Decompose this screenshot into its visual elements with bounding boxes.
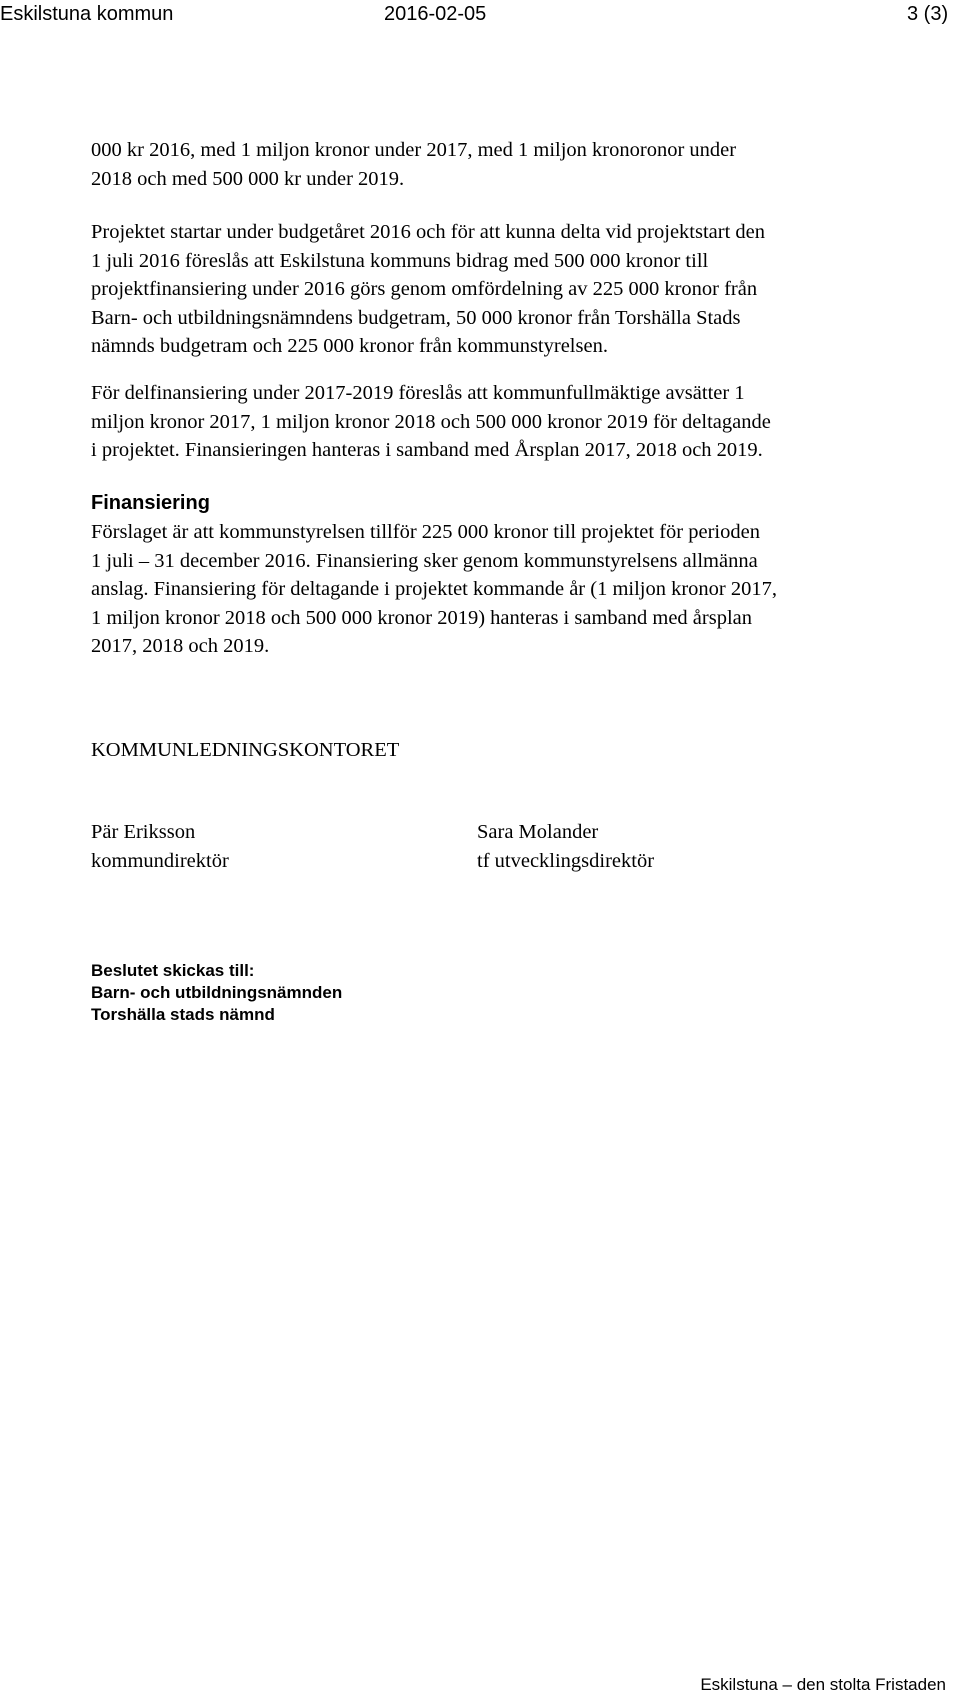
footer-slogan: Eskilstuna – den stolta Fristaden: [700, 1675, 946, 1694]
header-organization: Eskilstuna kommun: [0, 3, 174, 25]
distribution-label: Beslutet skickas till:: [91, 961, 255, 980]
text-line: 000 kr 2016, med 1 miljon kronor under 2017, med 1 miljon kronoronor under: [91, 139, 737, 161]
text-line: anslag. Finansiering för deltagande i projektet kommande år (1 miljon kronor 2017,: [91, 578, 778, 600]
distribution-recipient: Barn- och utbildningsnämnden: [91, 983, 343, 1002]
text-line: 1 juli – 31 december 2016. Finansiering sker genom kommunstyrelsens allmänna: [91, 549, 758, 572]
text-line: nämnds budgetram och 225 000 kronor från kommunstyrelsen.: [91, 335, 608, 357]
office-name: KOMMUNLEDNINGSKONTORET: [91, 739, 400, 761]
text-line: För delfinansiering under 2017-2019 föreslås att kommunfullmäktige avsätter 1: [91, 382, 745, 404]
signatory-name: Pär Eriksson: [91, 821, 196, 843]
signatory-1: [91, 818, 229, 875]
distribution-list: [91, 960, 342, 1026]
signatory-2: [477, 818, 654, 875]
distribution-recipient: Torshälla stads nämnd: [91, 1005, 275, 1024]
paragraph-financing: [91, 518, 891, 661]
text-line: miljon kronor 2017, 1 miljon kronor 2018 och 500 000 kronor 2019 för deltagande: [91, 410, 771, 433]
text-line: 2018 och med 500 000 kr under 2019.: [91, 167, 405, 190]
paragraph-project-start: [91, 218, 891, 361]
header-date: 2016-02-05: [384, 3, 487, 25]
signatory-title: kommundirektör: [91, 849, 229, 872]
text-line: i projektet. Finansieringen hanteras i samband med Årsplan 2017, 2018 och 2019.: [91, 439, 763, 461]
text-line: Projektet startar under budgetåret 2016 och för att kunna delta vid projektstart den: [91, 221, 766, 243]
paragraph-funding-continuation: [91, 136, 891, 193]
text-line: 1 juli 2016 föreslås att Eskilstuna kommuns bidrag med 500 000 kronor till: [91, 249, 709, 272]
signatory-name: Sara Molander: [477, 821, 599, 843]
text-line: projektfinansiering under 2016 görs genom omfördelning av 225 000 kronor från: [91, 278, 758, 300]
signatory-title: tf utvecklingsdirektör: [477, 849, 655, 872]
text-line: 2017, 2018 och 2019.: [91, 635, 270, 657]
text-line: 1 miljon kronor 2018 och 500 000 kronor 2019) hanteras i samband med årsplan: [91, 606, 752, 629]
text-line: Barn- och utbildningsnämndens budgetram, 50 000 kronor från Torshälla Stads: [91, 306, 741, 329]
paragraph-partial-financing: [91, 379, 891, 465]
financing-heading: Finansiering: [91, 492, 210, 514]
header-page-number: 3 (3): [907, 3, 949, 25]
text-line: Förslaget är att kommunstyrelsen tillför 225 000 kronor till projektet för perioden: [91, 521, 760, 543]
